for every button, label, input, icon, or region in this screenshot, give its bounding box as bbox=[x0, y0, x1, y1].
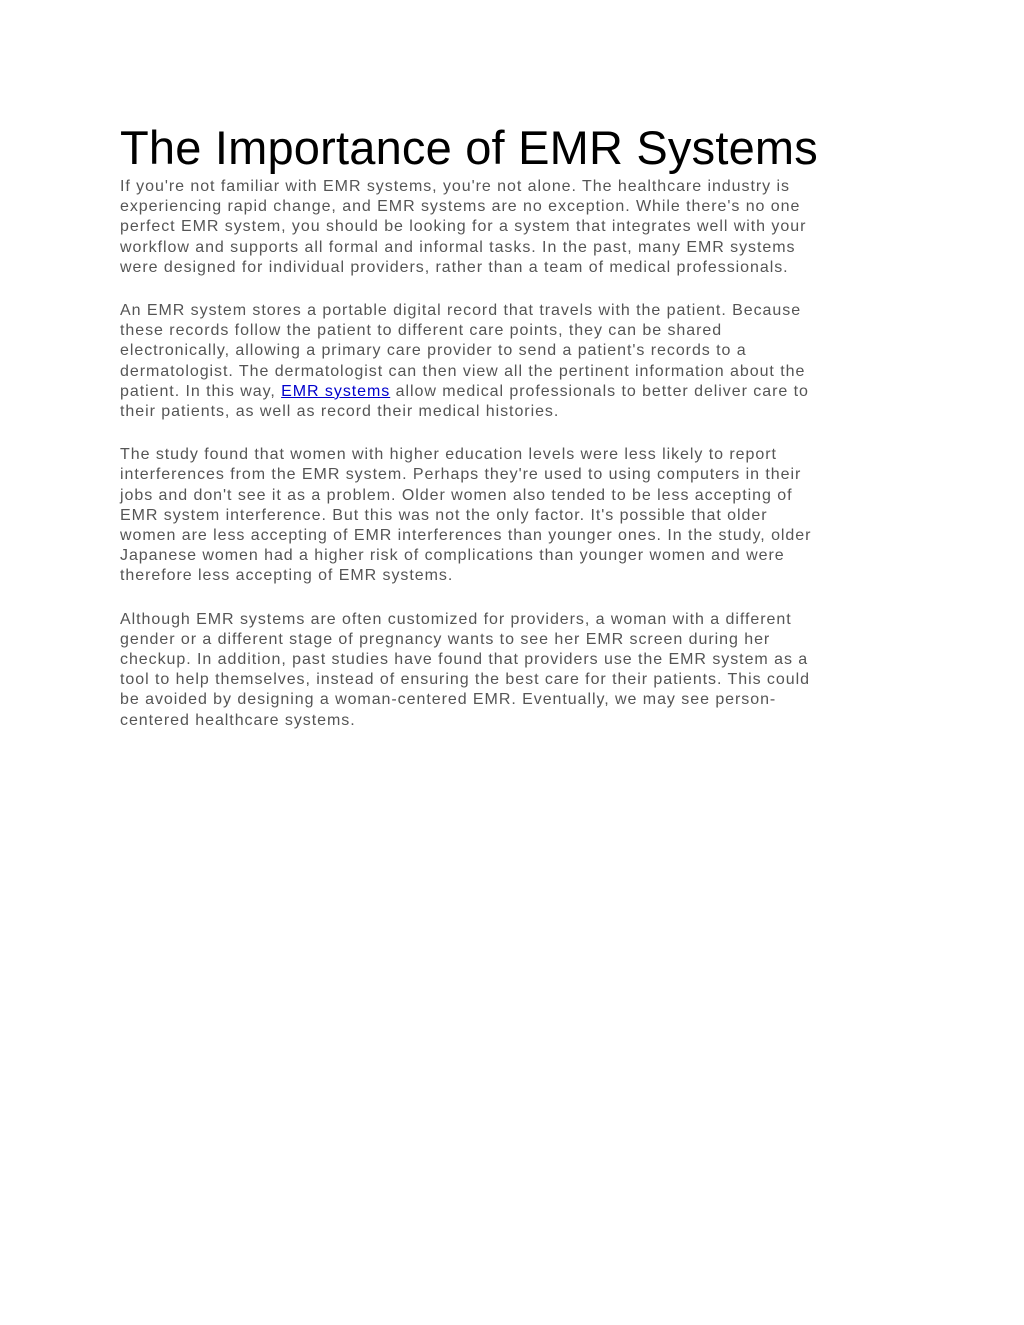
text-line: were designed for individual providers, rather than a team of medical professionals. bbox=[120, 258, 789, 276]
text-line: workflow and supports all formal and informal tasks. In the past, many EMR systems bbox=[120, 238, 796, 256]
emr-systems-link[interactable]: EMR systems bbox=[281, 382, 391, 400]
text-line: The study found that women with higher education levels were less likely to report bbox=[120, 446, 777, 464]
text-line: interferences from the EMR system. Perhaps they're used to using computers in their bbox=[120, 466, 802, 484]
document-page bbox=[120, 120, 904, 754]
text-line: checkup. In addition, past studies have found that providers use the EMR system as a bbox=[120, 651, 809, 669]
text-line: Japanese women had a higher risk of complications than younger women and were bbox=[120, 547, 785, 565]
text-line: dermatologist. The dermatologist can then view all the pertinent information about the bbox=[120, 362, 806, 380]
link-line-before: patient. In this way, bbox=[120, 382, 282, 400]
text-line: EMR system interference. But this was not the only factor. It's possible that older bbox=[120, 506, 768, 524]
paragraph-study bbox=[120, 445, 904, 586]
text-line: tool to help themselves, instead of ensuring the best care for their patients. This could bbox=[120, 671, 810, 689]
paragraph-conclusion bbox=[120, 610, 904, 731]
text-line: be avoided by designing a woman-centered EMR. Eventually, we may see person- bbox=[120, 691, 777, 709]
text-line: these records follow the patient to different care points, they can be shared bbox=[120, 322, 723, 340]
page-title: The Importance of EMR Systems bbox=[120, 121, 818, 174]
text-line: gender or a different stage of pregnancy wants to see her EMR screen during her bbox=[120, 630, 771, 648]
text-line: perfect EMR system, you should be looking for a system that integrates well with your bbox=[120, 218, 807, 236]
paragraph-portable-record bbox=[120, 301, 904, 422]
text-line-with-link bbox=[120, 382, 904, 402]
paragraph-intro bbox=[120, 177, 904, 278]
text-line: experiencing rapid change, and EMR systems are no exception. While there's no one bbox=[120, 198, 801, 216]
text-line: An EMR system stores a portable digital record that travels with the patient. Because bbox=[120, 302, 802, 320]
text-line: If you're not familiar with EMR systems, you're not alone. The healthcare industry is bbox=[120, 178, 790, 195]
text-line: Although EMR systems are often customized for providers, a woman with a different bbox=[120, 610, 792, 628]
text-line: women are less accepting of EMR interferences than younger ones. In the study, older bbox=[120, 527, 812, 545]
link-line-after: allow medical professionals to better deliver care to bbox=[390, 382, 809, 400]
text-line: their patients, as well as record their medical histories. bbox=[120, 403, 560, 421]
text-line: jobs and don't see it as a problem. Older women also tended to be less accepting of bbox=[120, 486, 793, 504]
text-line: electronically, allowing a primary care provider to send a patient's records to a bbox=[120, 342, 747, 360]
text-line: therefore less accepting of EMR systems. bbox=[120, 567, 454, 585]
text-line: centered healthcare systems. bbox=[120, 711, 356, 729]
